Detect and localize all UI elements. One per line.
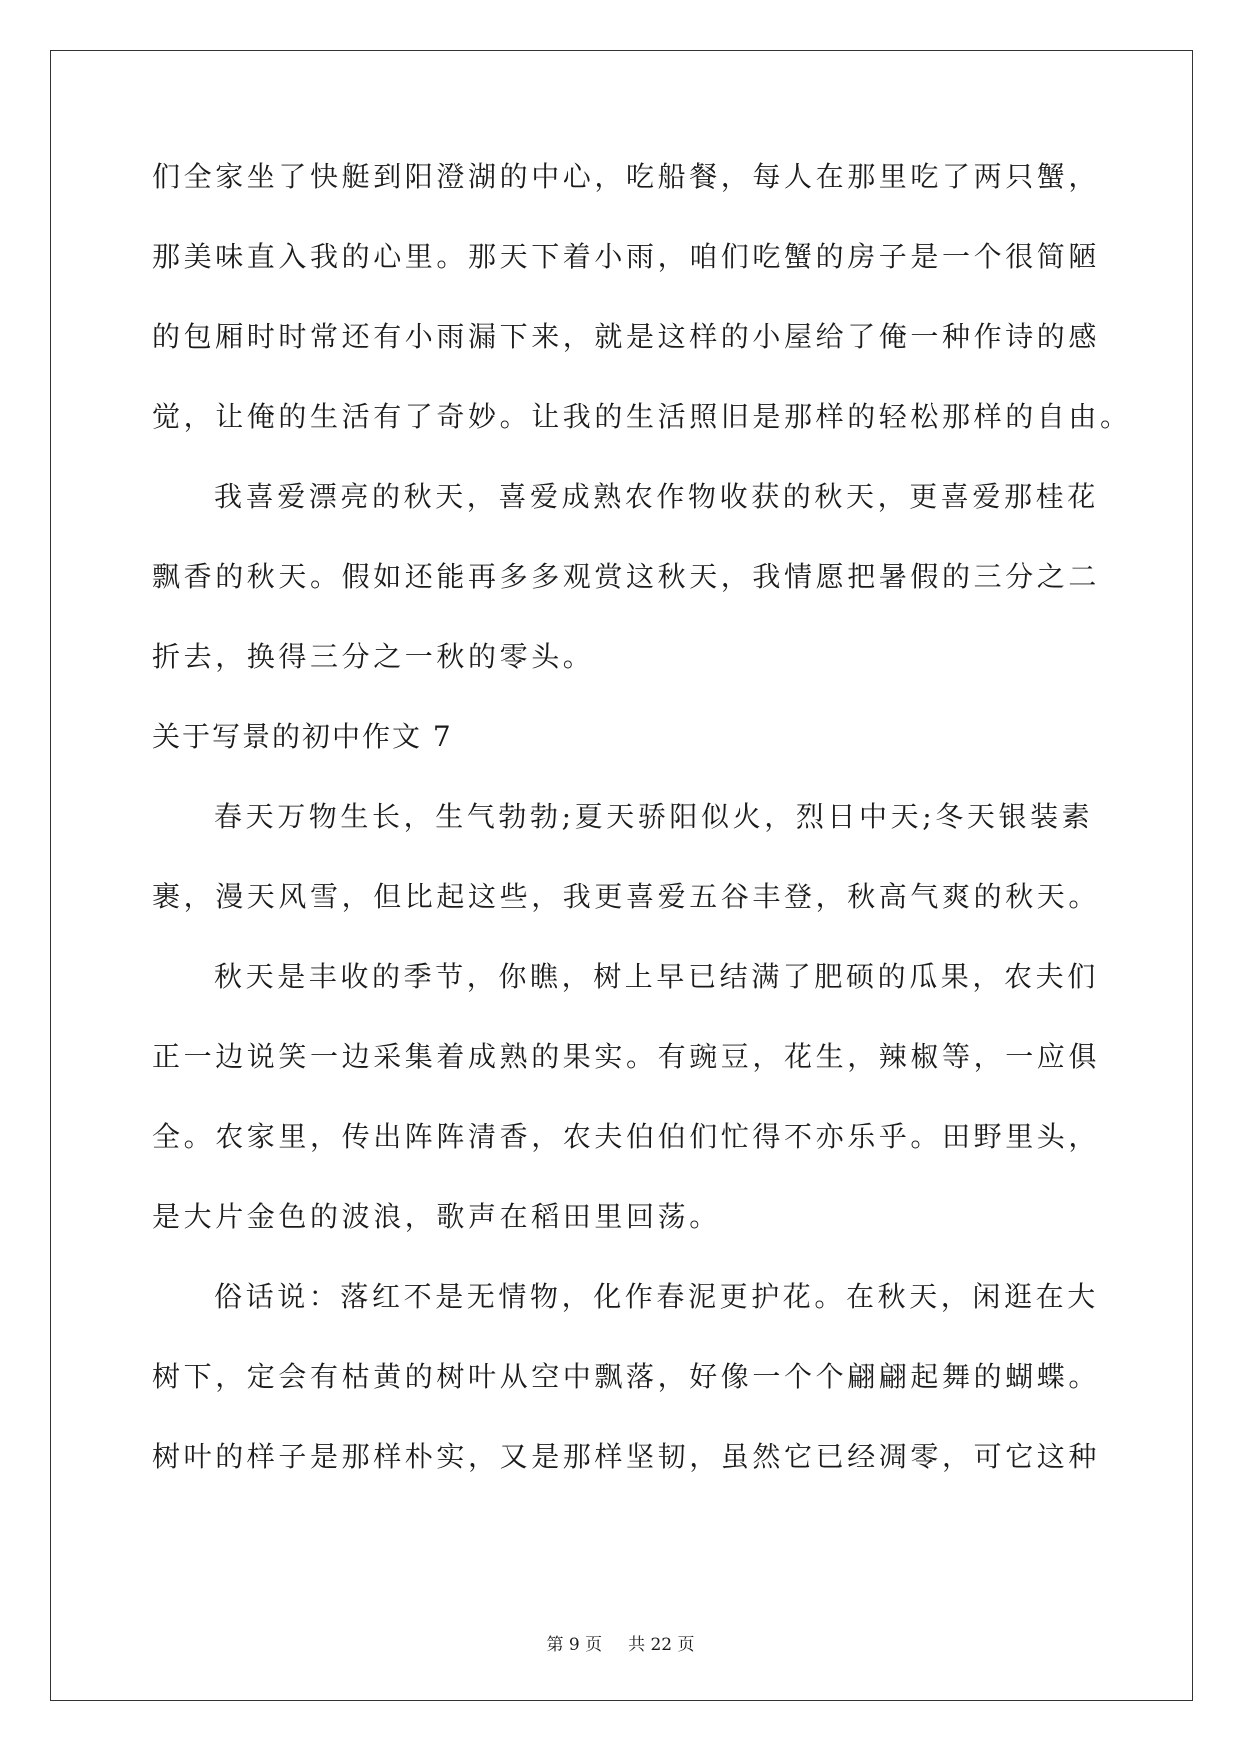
text-line: 折去，换得三分之一秋的零头。 (152, 640, 595, 673)
text-line: 树叶的样子是那样朴实，又是那样坚韧，虽然它已经凋零，可它这种 (152, 1440, 1101, 1473)
section-heading: 关于写景的初中作文 7 (152, 720, 453, 753)
text-line: 那美味直入我的心里。那天下着小雨，咱们吃蟹的房子是一个很简陋 (152, 240, 1101, 273)
text-line: 裹，漫天风雪，但比起这些，我更喜爱五谷丰登，秋高气爽的秋天。 (152, 880, 1101, 913)
text-line: 们全家坐了快艇到阳澄湖的中心，吃船餐，每人在那里吃了两只蟹， (152, 160, 1101, 193)
text-line: 俗话说：落红不是无情物，化作春泥更护花。在秋天，闲逛在大 (214, 1280, 1099, 1313)
page-number: 第 9 页 (546, 1635, 603, 1655)
page-total: 共 22 页 (628, 1635, 695, 1655)
text-line: 春天万物生长，生气勃勃;夏天骄阳似火，烈日中天;冬天银装素 (214, 800, 1094, 833)
text-line: 飘香的秋天。假如还能再多多观赏这秋天，我情愿把暑假的三分之二 (152, 560, 1101, 593)
text-line: 是大片金色的波浪，歌声在稻田里回荡。 (152, 1200, 721, 1233)
text-line: 的包厢时时常还有小雨漏下来，就是这样的小屋给了俺一种作诗的感 (152, 320, 1101, 353)
text-line: 秋天是丰收的季节，你瞧，树上早已结满了肥硕的瓜果，农夫们 (214, 960, 1099, 993)
text-line: 全。农家里，传出阵阵清香，农夫伯伯们忙得不亦乐乎。田野里头， (152, 1120, 1101, 1153)
text-line: 觉，让俺的生活有了奇妙。让我的生活照旧是那样的轻松那样的自由。 (152, 400, 1132, 433)
text-line: 树下，定会有枯黄的树叶从空中飘落，好像一个个翩翩起舞的蝴蝶。 (152, 1360, 1101, 1393)
text-line: 正一边说笑一边采集着成熟的果实。有豌豆，花生，辣椒等，一应俱 (152, 1040, 1101, 1073)
page-footer (0, 1630, 1241, 1655)
text-line: 我喜爱漂亮的秋天，喜爱成熟农作物收获的秋天，更喜爱那桂花 (214, 480, 1099, 513)
